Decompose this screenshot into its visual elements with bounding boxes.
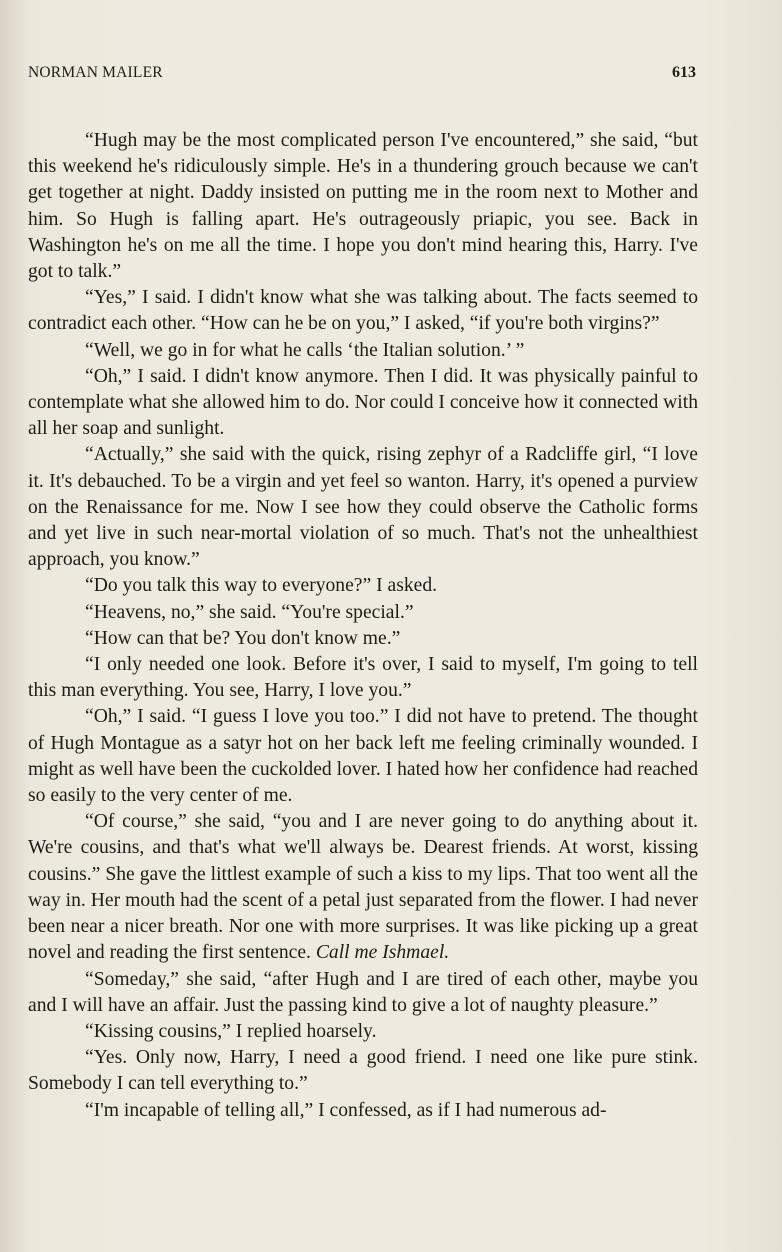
running-head-author: NORMAN MAILER (28, 64, 163, 81)
paragraph: “Hugh may be the most complicated person I've encountered,” she said, “but this weekend he's ridiculously simple. He's in a thundering grouch because we can't get together at night. Daddy insisted on putting me in the room next to Mother and him. So Hugh is falling apart. He's outrageously priapic, you see. Back in Washington he's on me all the time. I hope you don't mind hearing this, Harry. I've got to talk.” (28, 130, 698, 283)
italic-quote: Call me Ishmael. (315, 942, 450, 964)
page-number: 613 (672, 64, 696, 81)
paragraph: “Do you talk this way to everyone?” I asked. (85, 575, 438, 597)
paragraph: “Kissing cousins,” I replied hoarsely. (85, 1020, 377, 1042)
paragraph: “Oh,” I said. I didn't know anymore. Then I did. It was physically painful to contemplate what she allowed him to do. Nor could I conceive how it connected with all her soap and sunlight. (28, 365, 698, 440)
paragraph: “Of course,” she said, “you and I are never going to do anything about it. We're cousins, and that's what we'll always be. Dearest friends. At worst, kissing cousins.” She gave the littlest example of such a kiss to my lips. That too went all the way in. Her mouth had the scent of a petal just separated from the flower. I had never been near a nicer breath. Nor one with more surprises. It was like picking up a great novel and reading the first sentence. Call me Ishmael. (28, 811, 698, 964)
paragraph: “I'm incapable of telling all,” I confessed, as if I had numerous ad- (85, 1099, 607, 1121)
running-head (28, 64, 696, 88)
paragraph: “Someday,” she said, “after Hugh and I are tired of each other, maybe you and I will have an affair. Just the passing kind to give a lot of naughty pleasure.” (28, 968, 698, 1016)
paragraph: “How can that be? You don't know me.” (85, 627, 401, 649)
paragraph: “I only needed one look. Before it's over, I said to myself, I'm going to tell this man everything. You see, Harry, I love you.” (28, 654, 698, 702)
paragraph: “Yes,” I said. I didn't know what she was talking about. The facts seemed to contradict each other. “How can he be on you,” I asked, “if you're both virgins?” (28, 287, 698, 335)
paragraph: “Actually,” she said with the quick, rising zephyr of a Radcliffe girl, “I love it. It's debauched. To be a virgin and yet feel so wanton. Harry, it's opened a purview on the Renaissance for me. Now I see how they could observe the Catholic forms and yet live in such near-mortal violation of so much. That's not the unhealthiest approach, you know.” (28, 444, 698, 571)
paragraph: “Oh,” I said. “I guess I love you too.” I did not have to pretend. The thought of Hugh Montague as a satyr hot on her back left me feeling criminally wounded. I might as well have been the cuckolded lover. I hated how her confidence had reached so easily to the very center of me. (28, 706, 698, 807)
paragraph: “Heavens, no,” she said. “You're special.” (85, 601, 414, 623)
paragraph: “Well, we go in for what he calls ‘the Italian solution.’ ” (85, 339, 525, 361)
paragraph: “Yes. Only now, Harry, I need a good friend. I need one like pure stink. Somebody I can tell everything to.” (28, 1047, 698, 1095)
body-text (28, 128, 698, 1124)
